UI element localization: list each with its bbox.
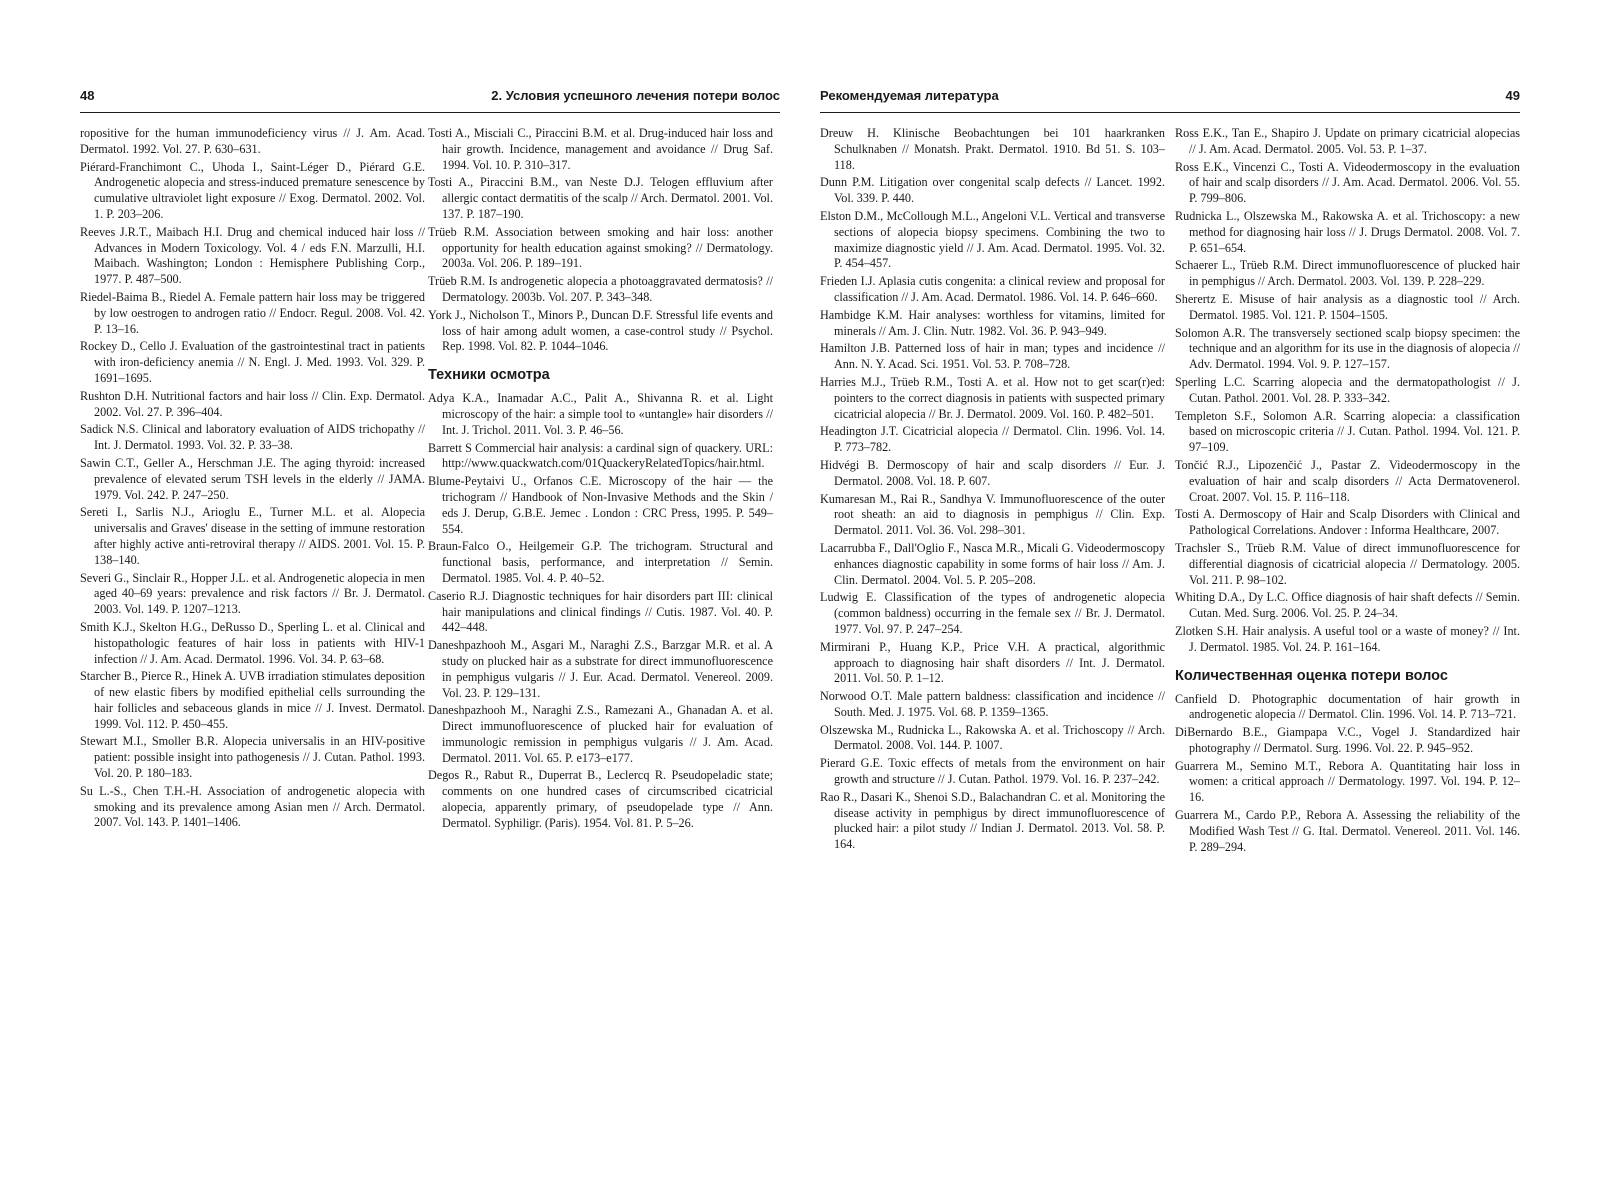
reference-entry: Kumaresan M., Rai R., Sandhya V. Immunofluorescence of the outer root sheath: an aid to diagnosis in pemphigus // Clin. Exp. Dermatol. 2011. Vol. 36. Vol. 298–301.	[820, 491, 1165, 538]
section-heading: Техники осмотра	[428, 367, 550, 384]
reference-entry: Headington J.T. Cicatricial alopecia // Dermatol. Clin. 1996. Vol. 14. P. 773–782.	[820, 424, 1165, 455]
reference-entry: Adya K.A., Inamadar A.C., Palit A., Shivanna R. et al. Light microscopy of the hair: a simple tool to «untangle» hair disorders // Int. J. Trichol. 2011. Vol. 3. P. 46–56.	[428, 391, 773, 437]
reference-entry: Ross E.K., Vincenzi C., Tosti A. Videodermoscopy in the evaluation of hair and scalp disorders // J. Am. Acad. Dermatol. 2006. Vol. 55. P. 799–806.	[1175, 159, 1520, 206]
reference-entry: Guarrera M., Semino M.T., Rebora A. Quantitating hair loss in women: a critical approach // Dermatology. 1997. Vol. 194. P. 12–16.	[1175, 758, 1520, 805]
reference-entry: Pierard G.E. Toxic effects of metals from the environment on hair growth and structure // J. Cutan. Pathol. 1979. Vol. 16. P. 237–242.	[820, 756, 1165, 787]
right-running-head	[820, 84, 1520, 113]
reference-entry: Hambidge K.M. Hair analyses: worthless for vitamins, limited for minerals // Am. J. Clin. Nutr. 1982. Vol. 36. P. 943–949.	[820, 307, 1165, 338]
section-heading: Количественная оценка потери волос	[1175, 667, 1448, 684]
reference-entry: Tosti A., Misciali C., Piraccini B.M. et al. Drug-induced hair loss and hair growth. Incidence, management and avoidance // Drug Saf. 1994. Vol. 10. P. 310–317.	[428, 126, 773, 172]
reference-entry: Su L.-S., Chen T.H.-H. Association of androgenetic alopecia with smoking and its prevalence among Asian men // Arch. Dermatol. 2007. Vol. 143. P. 1401–1406.	[80, 783, 425, 830]
reference-entry: Caserio R.J. Diagnostic techniques for hair disorders part III: clinical hair manipulations and clinical findings // Cutis. 1987. Vol. 40. P. 442–448.	[428, 588, 773, 635]
reference-entry: Piérard-Franchimont C., Uhoda I., Saint-Léger D., Piérard G.E. Androgenetic alopecia and stress-induced premature senescence by cumulative ultraviolet light exposure // Exog. Dermatol. 2002. Vol. 1. P. 203–206.	[80, 159, 425, 221]
reference-entry: Dunn P.M. Litigation over congenital scalp defects // Lancet. 1992. Vol. 339. P. 440.	[820, 175, 1165, 206]
reference-entry: Stewart M.I., Smoller B.R. Alopecia universalis in an HIV-positive patient: possible insight into pathogenesis // J. Cutan. Pathol. 1993. Vol. 20. P. 180–183.	[80, 734, 425, 781]
reference-entry: York J., Nicholson T., Minors P., Duncan D.F. Stressful life events and loss of hair among adult women, a case-control study // Psychol. Rep. 1998. Vol. 82. P. 1044–1046.	[428, 307, 773, 354]
reference-entry: Daneshpazhooh M., Asgari M., Naraghi Z.S., Barzgar M.R. et al. A study on plucked hair as a substrate for direct immunofluorescence in pemphigus vulgaris // J. Eur. Acad. Dermatol. Venereol. 2009. Vol. 23. P. 129–131.	[428, 638, 773, 700]
reference-entry: Hidvégi B. Dermoscopy of hair and scalp disorders // Eur. J. Dermatol. 2008. Vol. 18. P. 607.	[820, 457, 1165, 488]
reference-entry: Templeton S.F., Solomon A.R. Scarring alopecia: a classification based on microscopic criteria // J. Cutan. Pathol. 1994. Vol. 121. P. 97–109.	[1175, 408, 1520, 455]
reference-entry: Trüeb R.M. Is androgenetic alopecia a photoaggravated dermatosis? // Dermatology. 2003b. Vol. 207. P. 343–348.	[428, 274, 773, 304]
page-number: 49	[1505, 88, 1520, 103]
right-column-1	[820, 126, 1165, 855]
left-column-1	[80, 126, 425, 833]
reference-entry: Mirmirani P., Huang K.P., Price V.H. A practical, algorithmic approach to diagnosing hair shaft disorders // Int. J. Dermatol. 2011. Vol. 50. P. 1–12.	[820, 639, 1165, 686]
reference-entry: Sereti I., Sarlis N.J., Arioglu E., Turner M.L. et al. Alopecia universalis and Graves' disease in the setting of immune restoration after highly active anti-retroviral therapy // AIDS. 2001. Vol. 15. P. 138–140.	[80, 505, 425, 567]
reference-entry: Sawin C.T., Geller A., Herschman J.E. The aging thyroid: increased prevalence of elevated serum TSH levels in the elderly // JAMA. 1979. Vol. 242. P. 247–250.	[80, 455, 425, 502]
reference-entry: Solomon A.R. The transversely sectioned scalp biopsy specimen: the technique and an algorithm for its use in the diagnosis of alopecia // Adv. Dermatol. 1994. Vol. 9. P. 127–157.	[1175, 325, 1520, 372]
reference-entry: Frieden I.J. Aplasia cutis congenita: a clinical review and proposal for classification // J. Am. Acad. Dermatol. 1986. Vol. 14. P. 646–660.	[820, 274, 1165, 304]
reference-entry: DiBernardo B.E., Giampapa V.C., Vogel J. Standardized hair photography // Dermatol. Surg. 1996. Vol. 22. P. 945–952.	[1175, 725, 1520, 755]
reference-entry: Schaerer L., Trüeb R.M. Direct immunofluorescence of plucked hair in pemphigus // Arch. Dermatol. 2003. Vol. 139. P. 228–229.	[1175, 258, 1520, 289]
reference-entry: Whiting D.A., Dy L.C. Office diagnosis of hair shaft defects // Semin. Cutan. Med. Surg. 2006. Vol. 25. P. 24–34.	[1175, 590, 1520, 621]
left-running-head	[80, 84, 780, 113]
reference-entry: Blume-Peytaivi U., Orfanos C.E. Microscopy of the hair — the trichogram // Handbook of Non-Invasive Methods and the Skin / eds J. Derup, G.B.E. Jemec . London : CRC Press, 1995. P. 549–554.	[428, 474, 773, 536]
reference-entry: Sadick N.S. Clinical and laboratory evaluation of AIDS trichopathy // Int. J. Dermatol. 1993. Vol. 32. P. 33–38.	[80, 422, 425, 453]
reference-entry: Riedel-Baima B., Riedel A. Female pattern hair loss may be triggered by low oestrogen to androgen ratio // Endocr. Regul. 2008. Vol. 42. P. 13–16.	[80, 289, 425, 336]
reference-entry: Trachsler S., Trüeb R.M. Value of direct immunofluorescence for differential diagnosis of cicatricial alopecia // Dermatology. 2005. Vol. 211. P. 98–102.	[1175, 540, 1520, 587]
reference-entry: Rao R., Dasari K., Shenoi S.D., Balachandran C. et al. Monitoring the disease activity in pemphigus by direct immunofluorescence of plucked hair: a pilot study // Indian J. Dermatol. 2013. Vol. 58. P. 164.	[820, 789, 1165, 852]
reference-entry: Braun-Falco O., Heilgemeir G.P. The trichogram. Structural and functional basis, performance, and interpretation // Semin. Dermatol. 1985. Vol. 4. P. 40–52.	[428, 539, 773, 585]
reference-entry: Tosti A. Dermoscopy of Hair and Scalp Disorders with Clinical and Pathological Correlations. Andover : Informa Healthcare, 2007.	[1175, 507, 1520, 538]
reference-entry: Hamilton J.B. Patterned loss of hair in man; types and incidence // Ann. N. Y. Acad. Sci. 1951. Vol. 53. P. 708–728.	[820, 341, 1165, 372]
reference-entry: Ross E.K., Tan E., Shapiro J. Update on primary cicatricial alopecias // J. Am. Acad. Dermatol. 2005. Vol. 53. P. 1–37.	[1175, 126, 1520, 156]
reference-entry: Canfield D. Photographic documentation of hair growth in androgenetic alopecia // Dermatol. Clin. 1996. Vol. 14. P. 713–721.	[1175, 691, 1520, 722]
reference-entry: Rushton D.H. Nutritional factors and hair loss // Clin. Exp. Dermatol. 2002. Vol. 27. P. 396–404.	[80, 388, 425, 419]
reference-entry: Elston D.M., McCollough M.L., Angeloni V.L. Vertical and transverse sections of alopecia biopsy specimens. Combining the two to maximize diagnostic yield // J. Am. Acad. Dermatol. 1995. Vol. 32. P. 454–457.	[820, 208, 1165, 271]
right-page	[800, 0, 1600, 1196]
reference-entry: Rockey D., Cello J. Evaluation of the gastrointestinal tract in patients with iron-deficiency anemia // N. Engl. J. Med. 1993. Vol. 329. P. 1691–1695.	[80, 339, 425, 385]
reference-entry: Zlotken S.H. Hair analysis. A useful tool or a waste of money? // Int. J. Dermatol. 1985. Vol. 24. P. 161–164.	[1175, 623, 1520, 654]
reference-entry: Sherertz E. Misuse of hair analysis as a diagnostic tool // Arch. Dermatol. 1985. Vol. 121. P. 1504–1505.	[1175, 291, 1520, 322]
reference-entry: ropositive for the human immunodeficiency virus // J. Am. Acad. Dermatol. 1992. Vol. 27. P. 630–631.	[80, 126, 425, 156]
reference-entry: Starcher B., Pierce R., Hinek A. UVB irradiation stimulates deposition of new elastic fibers by modified epithelial cells surrounding the hair follicles and sebaceous glands in mice // J. Invest. Dermatol. 1999. Vol. 112. P. 450–455.	[80, 669, 425, 731]
left-column-2	[428, 126, 773, 834]
reference-entry: Barrett S Commercial hair analysis: a cardinal sign of quackery. URL: http://www.quackwatch.com/01QuackeryRelatedTopics/hair.html.	[428, 440, 773, 471]
reference-entry: Tosti A., Piraccini B.M., van Neste D.J. Telogen effluvium after allergic contact dermatitis of the scalp // Arch. Dermatol. 2001. Vol. 137. P. 187–190.	[428, 175, 773, 221]
running-title: Рекомендуемая литература	[820, 88, 999, 103]
right-column-2	[1175, 126, 1520, 857]
reference-entry: Norwood O.T. Male pattern baldness: classification and incidence // South. Med. J. 1975. Vol. 68. P. 1359–1365.	[820, 689, 1165, 719]
reference-entry: Trüeb R.M. Association between smoking and hair loss: another opportunity for health education against smoking? // Dermatology. 2003a. Vol. 206. P. 189–191.	[428, 224, 773, 271]
reference-entry: Lacarrubba F., Dall'Oglio F., Nasca M.R., Micali G. Videodermoscopy enhances diagnostic capability in some forms of hair loss // Am. J. Clin. Dermatol. 2004. Vol. 5. P. 205–208.	[820, 540, 1165, 587]
reference-entry: Smith K.J., Skelton H.G., DeRusso D., Sperling L. et al. Clinical and histopathologic features of hair loss in patients with HIV-1 infection // J. Am. Acad. Dermatol. 1996. Vol. 34. P. 63–68.	[80, 619, 425, 666]
reference-entry: Severi G., Sinclair R., Hopper J.L. et al. Androgenetic alopecia in men aged 40–69 years: prevalence and risk factors // Br. J. Dermatol. 2003. Vol. 149. P. 1207–1213.	[80, 570, 425, 617]
reference-entry: Dreuw H. Klinische Beobachtungen bei 101 haarkranken Schulknaben // Monatsh. Prakt. Dermatol. 1910. Bd 51. S. 103–118.	[820, 126, 1165, 172]
reference-entry: Tončić R.J., Lipozenčić J., Pastar Z. Videodermoscopy in the evaluation of hair and scalp disorders // Acta Dermatovenerol. Croat. 2007. Vol. 15. P. 116–118.	[1175, 457, 1520, 504]
page-number: 48	[80, 88, 95, 103]
reference-entry: Daneshpazhooh M., Naraghi Z.S., Ramezani A., Ghanadan A. et al. Direct immunofluorescence of plucked hair for evaluation of immunologic remission in pemphigus vulgaris // J. Am. Acad. Dermatol. 2011. Vol. 65. P. e173–e177.	[428, 703, 773, 765]
reference-entry: Guarrera M., Cardo P.P., Rebora A. Assessing the reliability of the Modified Wash Test // G. Ital. Dermatol. Venereol. 2011. Vol. 146. P. 289–294.	[1175, 808, 1520, 854]
reference-entry: Reeves J.R.T., Maibach H.I. Drug and chemical induced hair loss // Advances in Modern Toxicology. Vol. 4 / eds F.N. Marzulli, H.I. Maibach. Washington; London : Hemisphere Publishing Corp., 1977. P. 487–500.	[80, 224, 425, 287]
reference-entry: Rudnicka L., Olszewska M., Rakowska A. et al. Trichoscopy: a new method for diagnosing hair loss // J. Drugs Dermatol. 2008. Vol. 7. P. 651–654.	[1175, 208, 1520, 255]
reference-entry: Degos R., Rabut R., Duperrat B., Leclercq R. Pseudopeladic state; comments on one hundred cases of circumscribed cicatricial alopecia, apparently primary, of pseudopelade type // Ann. Dermatol. Syphiligr. (Paris). 1954. Vol. 81. P. 5–26.	[428, 768, 773, 830]
reference-entry: Ludwig E. Classification of the types of androgenetic alopecia (common baldness) occurring in the female sex // Br. J. Dermatol. 1977. Vol. 97. P. 247–254.	[820, 590, 1165, 636]
reference-entry: Sperling L.C. Scarring alopecia and the dermatopathologist // J. Cutan. Pathol. 2001. Vol. 28. P. 333–342.	[1175, 374, 1520, 405]
running-title: 2. Условия успешного лечения потери волос	[491, 88, 780, 103]
reference-entry: Olszewska M., Rudnicka L., Rakowska A. et al. Trichoscopy // Arch. Dermatol. 2008. Vol. 144. P. 1007.	[820, 722, 1165, 753]
reference-entry: Harries M.J., Trüeb R.M., Tosti A. et al. How not to get scar(r)ed: pointers to the correct diagnosis in patients with suspected primary cicatricial alopecia // Br. J. Dermatol. 2009. Vol. 160. P. 482–501.	[820, 374, 1165, 421]
